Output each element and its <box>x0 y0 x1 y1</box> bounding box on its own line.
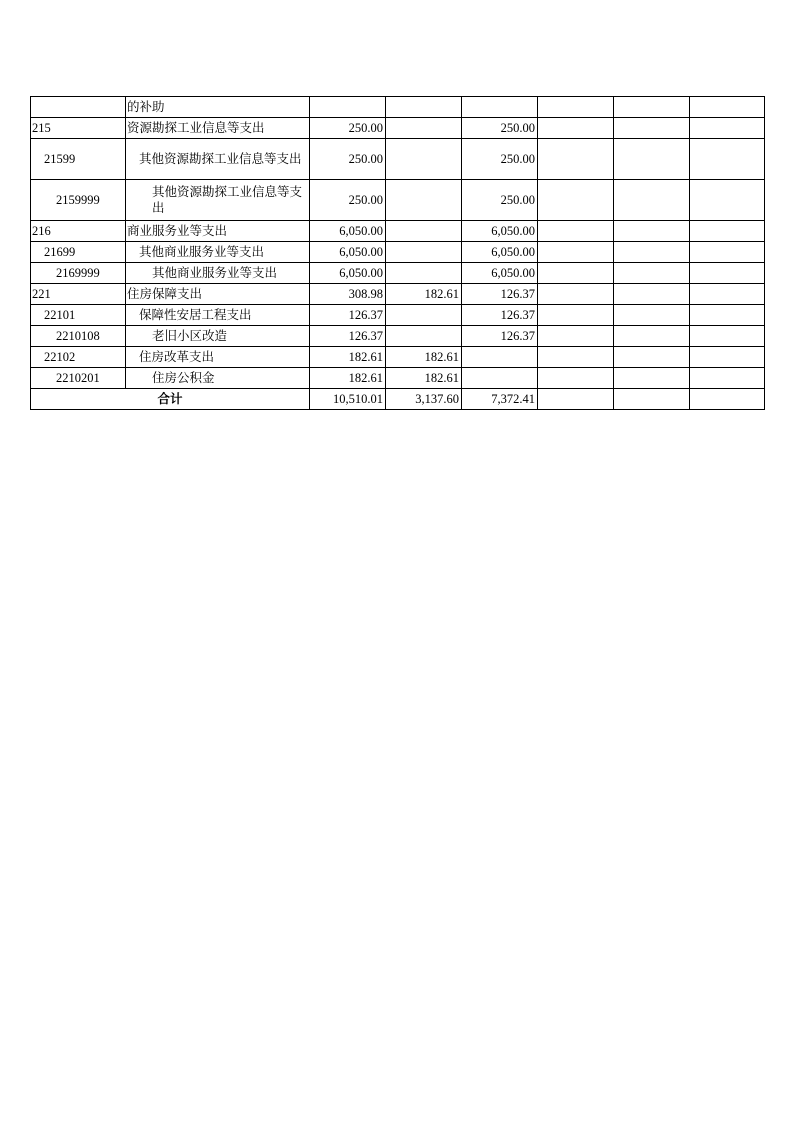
cell-c6 <box>690 326 765 347</box>
total-total: 10,510.01 <box>310 389 386 410</box>
row-name: 住房保障支出 <box>126 284 310 305</box>
cell-basic <box>386 305 462 326</box>
cell-total: 6,050.00 <box>310 263 386 284</box>
cell-total: 182.61 <box>310 368 386 389</box>
cell-project: 250.00 <box>462 139 538 180</box>
row-name: 保障性安居工程支出 <box>126 305 310 326</box>
table-row <box>31 118 765 139</box>
row-name: 住房改革支出 <box>126 347 310 368</box>
cell-basic <box>386 221 462 242</box>
cell-c6 <box>690 242 765 263</box>
table-row <box>31 263 765 284</box>
table-body <box>31 97 765 410</box>
cell-c6 <box>690 221 765 242</box>
cell-basic: 182.61 <box>386 368 462 389</box>
cell-c4 <box>538 368 614 389</box>
cell-total: 182.61 <box>310 347 386 368</box>
cell-basic: 182.61 <box>386 284 462 305</box>
cell-c6 <box>690 97 765 118</box>
total-c6 <box>690 389 765 410</box>
total-label: 合计 <box>31 389 310 410</box>
cell-c6 <box>690 180 765 221</box>
cell-project: 126.37 <box>462 305 538 326</box>
cell-project: 250.00 <box>462 180 538 221</box>
cell-c5 <box>614 368 690 389</box>
cell-basic <box>386 263 462 284</box>
cell-total: 308.98 <box>310 284 386 305</box>
table-row <box>31 139 765 180</box>
cell-c5 <box>614 139 690 180</box>
cell-c6 <box>690 305 765 326</box>
cell-c4 <box>538 284 614 305</box>
cell-total: 250.00 <box>310 118 386 139</box>
total-c4 <box>538 389 614 410</box>
row-code: 2159999 <box>31 180 126 221</box>
row-name: 其他商业服务业等支出 <box>126 242 310 263</box>
row-code <box>31 97 126 118</box>
budget-table <box>30 96 765 410</box>
cell-c4 <box>538 242 614 263</box>
cell-total: 250.00 <box>310 139 386 180</box>
row-name: 商业服务业等支出 <box>126 221 310 242</box>
cell-total: 126.37 <box>310 326 386 347</box>
cell-total: 6,050.00 <box>310 242 386 263</box>
cell-total <box>310 97 386 118</box>
cell-project: 126.37 <box>462 326 538 347</box>
cell-basic <box>386 118 462 139</box>
cell-c6 <box>690 139 765 180</box>
cell-c4 <box>538 305 614 326</box>
row-code: 221 <box>31 284 126 305</box>
cell-project: 126.37 <box>462 284 538 305</box>
cell-c4 <box>538 347 614 368</box>
cell-c5 <box>614 284 690 305</box>
table-row <box>31 326 765 347</box>
total-c5 <box>614 389 690 410</box>
row-code: 2210201 <box>31 368 126 389</box>
row-name: 的补助 <box>126 97 310 118</box>
table-row <box>31 368 765 389</box>
table-row <box>31 180 765 221</box>
cell-project: 6,050.00 <box>462 242 538 263</box>
table-row <box>31 242 765 263</box>
row-code: 2169999 <box>31 263 126 284</box>
cell-total: 6,050.00 <box>310 221 386 242</box>
total-row <box>31 389 765 410</box>
cell-c6 <box>690 368 765 389</box>
cell-c6 <box>690 118 765 139</box>
row-code: 22101 <box>31 305 126 326</box>
table-row <box>31 305 765 326</box>
cell-c5 <box>614 347 690 368</box>
cell-c4 <box>538 221 614 242</box>
cell-basic: 182.61 <box>386 347 462 368</box>
total-project: 7,372.41 <box>462 389 538 410</box>
cell-c4 <box>538 97 614 118</box>
row-code: 215 <box>31 118 126 139</box>
cell-total: 126.37 <box>310 305 386 326</box>
cell-project: 6,050.00 <box>462 221 538 242</box>
row-name: 其他资源勘探工业信息等支出 <box>126 139 310 180</box>
cell-c5 <box>614 242 690 263</box>
cell-basic <box>386 326 462 347</box>
cell-c5 <box>614 180 690 221</box>
row-code: 21699 <box>31 242 126 263</box>
cell-basic <box>386 139 462 180</box>
table-row <box>31 347 765 368</box>
cell-basic <box>386 97 462 118</box>
cell-c5 <box>614 305 690 326</box>
cell-project <box>462 97 538 118</box>
row-name: 老旧小区改造 <box>126 326 310 347</box>
cell-basic <box>386 180 462 221</box>
row-code: 21599 <box>31 139 126 180</box>
cell-c6 <box>690 284 765 305</box>
cell-project <box>462 368 538 389</box>
row-name: 其他商业服务业等支出 <box>126 263 310 284</box>
cell-c4 <box>538 263 614 284</box>
row-name: 其他资源勘探工业信息等支出 <box>126 180 310 221</box>
row-code: 22102 <box>31 347 126 368</box>
cell-c6 <box>690 263 765 284</box>
cell-c5 <box>614 97 690 118</box>
row-name: 资源勘探工业信息等支出 <box>126 118 310 139</box>
cell-basic <box>386 242 462 263</box>
table-row <box>31 284 765 305</box>
total-basic: 3,137.60 <box>386 389 462 410</box>
cell-c4 <box>538 326 614 347</box>
cell-c5 <box>614 118 690 139</box>
cell-project: 6,050.00 <box>462 263 538 284</box>
cell-c5 <box>614 221 690 242</box>
row-name: 住房公积金 <box>126 368 310 389</box>
cell-project <box>462 347 538 368</box>
cell-c4 <box>538 180 614 221</box>
table-row <box>31 221 765 242</box>
cell-c5 <box>614 263 690 284</box>
table-row <box>31 97 765 118</box>
cell-c5 <box>614 326 690 347</box>
row-code: 2210108 <box>31 326 126 347</box>
cell-total: 250.00 <box>310 180 386 221</box>
cell-c6 <box>690 347 765 368</box>
cell-c4 <box>538 139 614 180</box>
cell-project: 250.00 <box>462 118 538 139</box>
row-code: 216 <box>31 221 126 242</box>
cell-c4 <box>538 118 614 139</box>
